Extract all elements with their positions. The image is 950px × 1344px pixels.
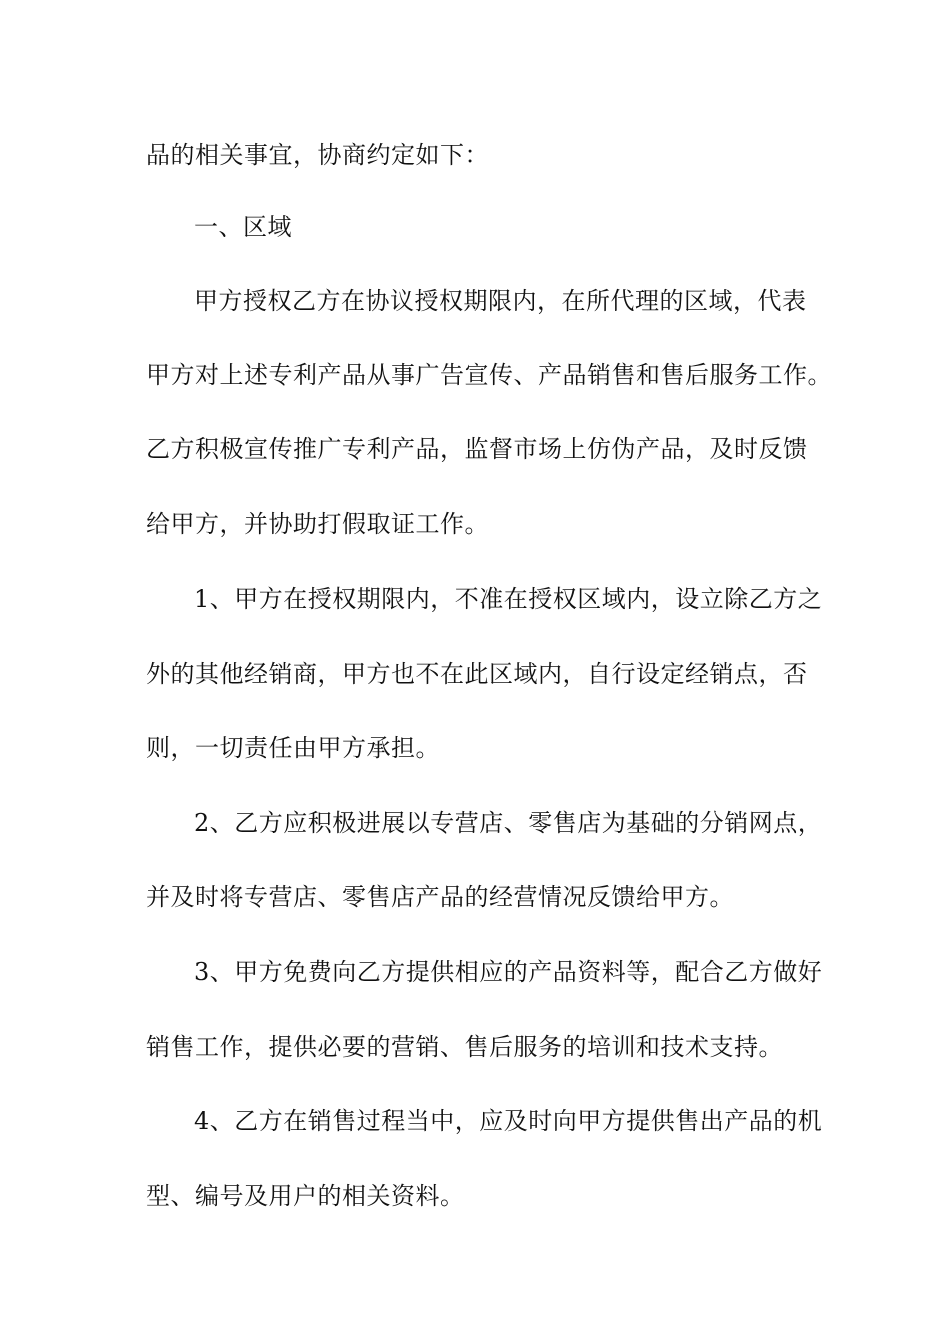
paragraph-line: 1、甲方在授权期限内，不准在授权区域内，设立除乙方之: [194, 585, 823, 613]
paragraph-line: 甲方授权乙方在协议授权期限内，在所代理的区域，代表: [194, 287, 807, 315]
paragraph-line: 型、编号及用户的相关资料。: [146, 1182, 465, 1210]
paragraph-line: 4、乙方在销售过程当中，应及时向甲方提供售出产品的机: [194, 1107, 823, 1135]
paragraph-line: 则，一切责任由甲方承担。: [146, 734, 440, 762]
paragraph-line: 2、乙方应积极进展以专营店、零售店为基础的分销网点，: [194, 809, 823, 837]
paragraph-line: 销售工作，提供必要的营销、售后服务的培训和技术支持。: [146, 1033, 783, 1061]
paragraph-line: 品的相关事宜，协商约定如下：: [146, 141, 489, 169]
paragraph-line: 并及时将专营店、零售店产品的经营情况反馈给甲方。: [146, 883, 734, 911]
paragraph-line: 乙方积极宣传推广专利产品，监督市场上仿伪产品，及时反馈: [146, 435, 808, 463]
paragraph-line: 3、甲方免费向乙方提供相应的产品资料等，配合乙方做好: [194, 958, 823, 986]
section-heading: 一、区域: [194, 213, 292, 241]
paragraph-line: 外的其他经销商，甲方也不在此区域内，自行设定经销点，否: [146, 660, 808, 688]
paragraph-line: 给甲方，并协助打假取证工作。: [146, 510, 489, 538]
paragraph-line: 甲方对上述专利产品从事广告宣传、产品销售和售后服务工作。: [146, 361, 832, 389]
